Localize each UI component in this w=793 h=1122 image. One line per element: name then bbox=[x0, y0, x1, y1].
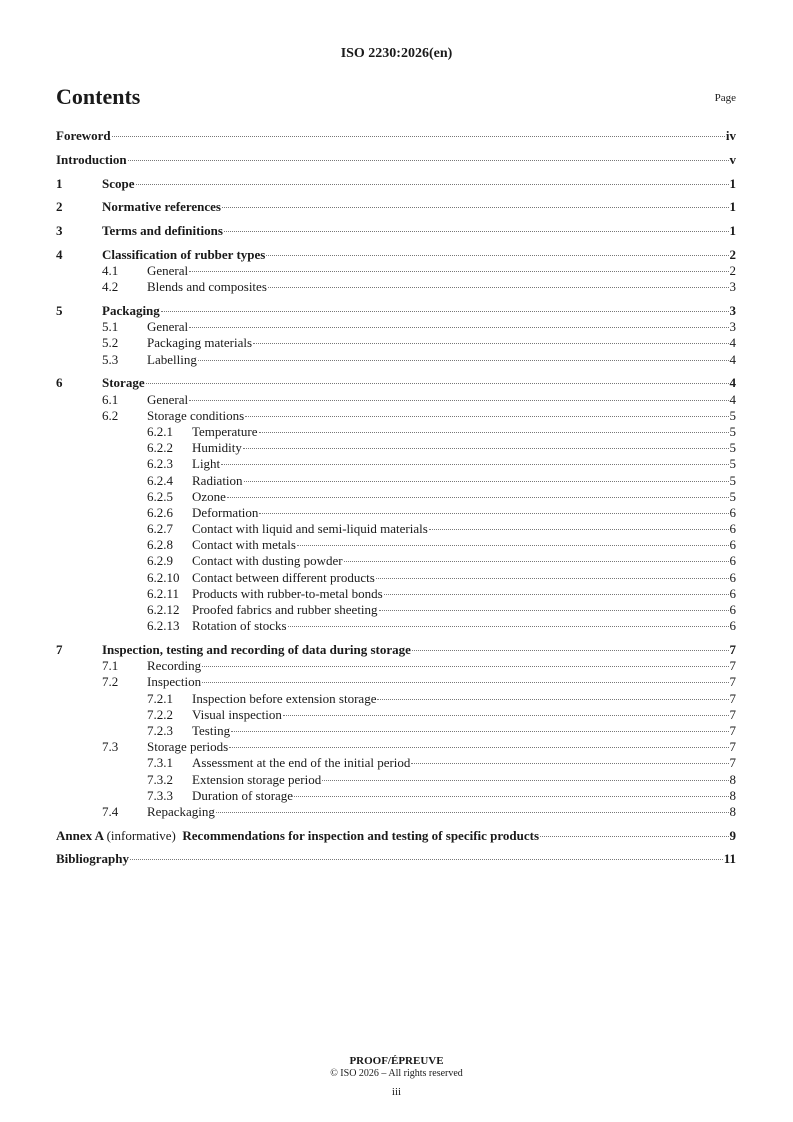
toc-entry[interactable] bbox=[56, 788, 736, 804]
toc-entry-page: 2 bbox=[729, 263, 736, 279]
toc-entry[interactable] bbox=[56, 804, 736, 820]
toc-entry-page: iv bbox=[725, 128, 736, 143]
toc-entry-title: Products with rubber-to-metal bonds bbox=[192, 585, 383, 601]
toc-entry-page: 7 bbox=[729, 642, 736, 657]
toc-entry-title: Radiation bbox=[192, 472, 243, 488]
dot-leader bbox=[130, 859, 723, 860]
toc-entry-title: Light bbox=[192, 456, 221, 472]
toc-entry-page: 6 bbox=[729, 504, 736, 520]
toc-entry[interactable] bbox=[56, 658, 736, 674]
toc-entry-number: 7.1 bbox=[102, 658, 119, 674]
toc-entry[interactable] bbox=[56, 642, 736, 658]
toc-entry[interactable] bbox=[56, 537, 736, 553]
toc-entry[interactable] bbox=[56, 392, 736, 408]
toc-entry-page: 8 bbox=[729, 803, 736, 819]
toc-entry-title bbox=[56, 828, 539, 844]
toc-entry-page: 7 bbox=[729, 739, 736, 755]
toc-entry-title: Testing bbox=[192, 722, 231, 738]
toc-entry-page: 5 bbox=[729, 423, 736, 439]
toc-entry[interactable] bbox=[56, 674, 736, 690]
dot-leader bbox=[429, 529, 729, 530]
toc-entry-number: 7.2 bbox=[102, 674, 119, 690]
toc-entry-number: 6.2.4 bbox=[147, 472, 173, 488]
toc-entry-number: 7.3.2 bbox=[147, 771, 173, 787]
dot-leader bbox=[379, 610, 729, 611]
dot-leader bbox=[112, 136, 725, 137]
toc-entry-page: 5 bbox=[729, 440, 736, 456]
toc-entry-number: 7.2.3 bbox=[147, 722, 173, 738]
toc-entry-page: 4 bbox=[729, 351, 736, 367]
toc-entry-number: 5.2 bbox=[102, 335, 119, 351]
annex-title: Recommendations for inspection and testing of specific products bbox=[182, 827, 540, 843]
toc-entry[interactable] bbox=[56, 263, 736, 279]
toc-entry-title: Visual inspection bbox=[192, 706, 282, 722]
toc-entry[interactable] bbox=[56, 375, 736, 391]
dot-leader bbox=[322, 780, 728, 781]
toc-entry-number: 3 bbox=[56, 223, 63, 239]
toc-entry-title: Repackaging bbox=[147, 803, 215, 819]
toc-entry[interactable] bbox=[56, 586, 736, 602]
toc-entry-page: 6 bbox=[729, 602, 736, 618]
toc-entry-title: Classification of rubber types bbox=[102, 246, 266, 262]
toc-entry[interactable] bbox=[56, 335, 736, 351]
toc-entry-title: Ozone bbox=[192, 488, 226, 504]
toc-entry-number: 7.2.2 bbox=[147, 706, 173, 722]
toc-entry-page: 11 bbox=[723, 851, 736, 867]
dot-leader bbox=[229, 747, 728, 748]
toc-entry-number: 4 bbox=[56, 246, 63, 262]
proof-label: PROOF/ÉPREUVE bbox=[349, 1055, 444, 1067]
toc-entry-page: 6 bbox=[729, 537, 736, 553]
toc-entry[interactable] bbox=[56, 456, 736, 472]
toc-entry-page: 6 bbox=[729, 618, 736, 634]
toc-entry-title: Bibliography bbox=[56, 851, 129, 867]
toc-entry-title: Inspection bbox=[147, 674, 202, 690]
toc-entry-page: 3 bbox=[729, 319, 736, 335]
toc-entry-page: 6 bbox=[729, 585, 736, 601]
toc-entry-title: Blends and composites bbox=[147, 279, 267, 295]
toc-entry-page: 5 bbox=[729, 472, 736, 488]
dot-leader bbox=[128, 160, 729, 161]
dot-leader bbox=[297, 545, 729, 546]
dot-leader bbox=[202, 666, 728, 667]
toc-entry-page: 8 bbox=[729, 771, 736, 787]
toc-entry-title: General bbox=[147, 319, 189, 335]
toc-entry[interactable] bbox=[56, 739, 736, 755]
toc-entry-number: 7.3.1 bbox=[147, 755, 173, 771]
dot-leader bbox=[288, 626, 729, 627]
dot-leader bbox=[227, 497, 729, 498]
toc-entry-title: Contact with liquid and semi-liquid materials bbox=[192, 521, 428, 537]
toc-entry-page: 7 bbox=[729, 722, 736, 738]
toc-entry[interactable] bbox=[56, 424, 736, 440]
toc-entry-title: Recording bbox=[147, 658, 202, 674]
toc-entry[interactable] bbox=[56, 851, 736, 867]
toc-entry[interactable] bbox=[56, 223, 736, 239]
toc-entry-number: 6.2.10 bbox=[147, 569, 180, 585]
dot-leader bbox=[222, 207, 729, 208]
toc-entry[interactable] bbox=[56, 473, 736, 489]
dot-leader bbox=[221, 464, 728, 465]
toc-entry[interactable] bbox=[56, 755, 736, 771]
toc-entry-number: 5.1 bbox=[102, 319, 119, 335]
copyright-notice: © ISO 2026 – All rights reserved bbox=[330, 1068, 463, 1079]
toc-entry-number: 6.2.13 bbox=[147, 618, 180, 634]
toc-entry-title: Storage bbox=[102, 375, 145, 391]
dot-leader bbox=[294, 796, 728, 797]
toc-entry-page: 7 bbox=[729, 690, 736, 706]
annex-label: Annex A bbox=[56, 827, 104, 843]
toc-entry[interactable] bbox=[56, 772, 736, 788]
toc-entry-title: Storage conditions bbox=[147, 407, 245, 423]
toc-entry-number: 6.2.12 bbox=[147, 602, 180, 618]
dot-leader bbox=[412, 650, 729, 651]
page-column-label: Page bbox=[714, 92, 736, 104]
toc-entry-page: 3 bbox=[729, 279, 736, 295]
toc-entry-page: 7 bbox=[729, 755, 736, 771]
toc-entry-page: 1 bbox=[729, 223, 736, 239]
toc-entry-page: 5 bbox=[729, 456, 736, 472]
toc-entry[interactable] bbox=[56, 303, 736, 319]
dot-leader bbox=[259, 432, 729, 433]
toc-entry-number: 6.2.2 bbox=[147, 440, 173, 456]
dot-leader bbox=[243, 448, 729, 449]
dot-leader bbox=[224, 231, 729, 232]
page-number: iii bbox=[391, 1086, 402, 1098]
toc-entry[interactable] bbox=[56, 440, 736, 456]
dot-leader bbox=[198, 360, 729, 361]
toc-entry-title: Proofed fabrics and rubber sheeting bbox=[192, 602, 378, 618]
toc-entry-title: Inspection before extension storage bbox=[192, 690, 377, 706]
toc-entry-title: Introduction bbox=[56, 151, 127, 167]
toc-entry-title: General bbox=[147, 391, 189, 407]
toc-entry[interactable] bbox=[56, 691, 736, 707]
dot-leader bbox=[189, 327, 728, 328]
toc-entry-page: 5 bbox=[729, 407, 736, 423]
toc-entry-page: 9 bbox=[729, 827, 736, 843]
toc-entry-page: 5 bbox=[729, 488, 736, 504]
dot-leader bbox=[540, 836, 728, 837]
toc-entry-number: 6.2.3 bbox=[147, 456, 173, 472]
annex-note: (informative) bbox=[106, 827, 176, 843]
dot-leader bbox=[231, 731, 728, 732]
dot-leader bbox=[266, 255, 728, 256]
toc-entry-page: 7 bbox=[729, 658, 736, 674]
toc-entry-title: Deformation bbox=[192, 504, 259, 520]
toc-entry-title: Terms and definitions bbox=[102, 223, 223, 239]
toc-entry-title: Normative references bbox=[102, 199, 221, 215]
dot-leader bbox=[283, 715, 729, 716]
dot-leader bbox=[189, 400, 728, 401]
dot-leader bbox=[189, 271, 728, 272]
toc-entry-title: Storage periods bbox=[147, 739, 229, 755]
toc-entry-title: Foreword bbox=[56, 128, 111, 143]
toc-entry-number: 6.2.8 bbox=[147, 537, 173, 553]
toc-entry-title: Assessment at the end of the initial period bbox=[192, 755, 411, 771]
toc-entry[interactable] bbox=[56, 408, 736, 424]
dot-leader bbox=[376, 578, 729, 579]
toc-entry-title: Packaging bbox=[102, 303, 160, 319]
toc-entry-page: 3 bbox=[729, 303, 736, 319]
toc-entry-number: 4.2 bbox=[102, 279, 119, 295]
dot-leader bbox=[268, 287, 729, 288]
toc-entry[interactable] bbox=[56, 199, 736, 215]
toc-entry-page: 4 bbox=[729, 335, 736, 351]
toc-entry-title: Labelling bbox=[147, 351, 197, 367]
dot-leader bbox=[146, 383, 729, 384]
toc-entry[interactable] bbox=[56, 570, 736, 586]
toc-entry-number: 6.2.7 bbox=[147, 521, 173, 537]
toc-entry-title: Contact with metals bbox=[192, 537, 296, 553]
document-id-header: ISO 2230:2026(en) bbox=[340, 46, 453, 61]
toc-entry-number: 7.3 bbox=[102, 739, 119, 755]
toc-entry-title: Humidity bbox=[192, 440, 242, 456]
toc-entry-title: Duration of storage bbox=[192, 787, 294, 803]
toc-entry-number: 7.3.3 bbox=[147, 787, 173, 803]
toc-entry-page: 2 bbox=[729, 246, 736, 262]
toc-entry-number: 6.2.9 bbox=[147, 553, 173, 569]
toc-entry[interactable] bbox=[56, 723, 736, 739]
table-of-contents bbox=[56, 128, 736, 868]
toc-entry[interactable] bbox=[56, 707, 736, 723]
toc-entry-number: 5 bbox=[56, 303, 63, 319]
toc-entry-title: Scope bbox=[102, 175, 135, 191]
dot-leader bbox=[259, 513, 728, 514]
toc-entry-number: 4.1 bbox=[102, 263, 119, 279]
toc-entry-title: Temperature bbox=[192, 423, 258, 439]
dot-leader bbox=[377, 699, 728, 700]
toc-entry[interactable] bbox=[56, 319, 736, 335]
toc-entry-page: 7 bbox=[729, 674, 736, 690]
toc-entry-title: Contact between different products bbox=[192, 569, 375, 585]
toc-entry-page: 6 bbox=[729, 521, 736, 537]
toc-entry-number: 6.1 bbox=[102, 391, 119, 407]
toc-entry[interactable] bbox=[56, 602, 736, 618]
toc-entry-title: Rotation of stocks bbox=[192, 618, 287, 634]
toc-entry[interactable] bbox=[56, 553, 736, 569]
contents-title: Contents bbox=[56, 84, 141, 109]
toc-entry-title: Extension storage period bbox=[192, 771, 322, 787]
toc-entry-number: 7.4 bbox=[102, 803, 119, 819]
toc-entry-page: 6 bbox=[729, 569, 736, 585]
toc-entry-page: 4 bbox=[729, 391, 736, 407]
toc-entry-page: 1 bbox=[729, 175, 736, 191]
toc-entry-title: General bbox=[147, 263, 189, 279]
toc-entry[interactable] bbox=[56, 828, 736, 844]
toc-entry[interactable] bbox=[56, 176, 736, 192]
toc-entry-number: 1 bbox=[56, 175, 63, 191]
dot-leader bbox=[245, 416, 728, 417]
toc-entry[interactable] bbox=[56, 247, 736, 263]
toc-entry[interactable] bbox=[56, 352, 736, 368]
toc-entry-number: 7 bbox=[56, 642, 63, 657]
toc-entry[interactable] bbox=[56, 128, 736, 144]
dot-leader bbox=[136, 184, 729, 185]
toc-entry[interactable] bbox=[56, 279, 736, 295]
toc-entry-number: 6 bbox=[56, 375, 63, 391]
toc-entry[interactable] bbox=[56, 521, 736, 537]
toc-entry-number: 6.2.6 bbox=[147, 504, 173, 520]
toc-entry-number: 6.2 bbox=[102, 407, 119, 423]
toc-entry-title: Contact with dusting powder bbox=[192, 553, 343, 569]
toc-entry-page: 4 bbox=[729, 375, 736, 391]
dot-leader bbox=[411, 763, 728, 764]
toc-entry-page: 1 bbox=[729, 199, 736, 215]
toc-entry-page: 6 bbox=[729, 553, 736, 569]
toc-entry-page: 8 bbox=[729, 787, 736, 803]
toc-entry[interactable] bbox=[56, 618, 736, 634]
toc-entry-title: Packaging materials bbox=[147, 335, 253, 351]
dot-leader bbox=[161, 311, 729, 312]
toc-entry-number: 6.2.11 bbox=[147, 585, 180, 601]
toc-entry-number: 6.2.1 bbox=[147, 423, 173, 439]
toc-entry-page: v bbox=[729, 151, 736, 167]
dot-leader bbox=[253, 343, 728, 344]
toc-entry[interactable] bbox=[56, 489, 736, 505]
toc-entry-number: 6.2.5 bbox=[147, 488, 173, 504]
toc-entry-page: 7 bbox=[729, 706, 736, 722]
toc-entry[interactable] bbox=[56, 505, 736, 521]
dot-leader bbox=[344, 561, 729, 562]
toc-entry-number: 7.2.1 bbox=[147, 690, 173, 706]
toc-entry-number: 5.3 bbox=[102, 351, 119, 367]
toc-entry-number: 2 bbox=[56, 199, 63, 215]
dot-leader bbox=[202, 682, 728, 683]
toc-entry-title: Inspection, testing and recording of data during storage bbox=[102, 642, 411, 657]
toc-entry[interactable] bbox=[56, 152, 736, 168]
dot-leader bbox=[216, 812, 729, 813]
dot-leader bbox=[244, 481, 729, 482]
dot-leader bbox=[384, 594, 729, 595]
